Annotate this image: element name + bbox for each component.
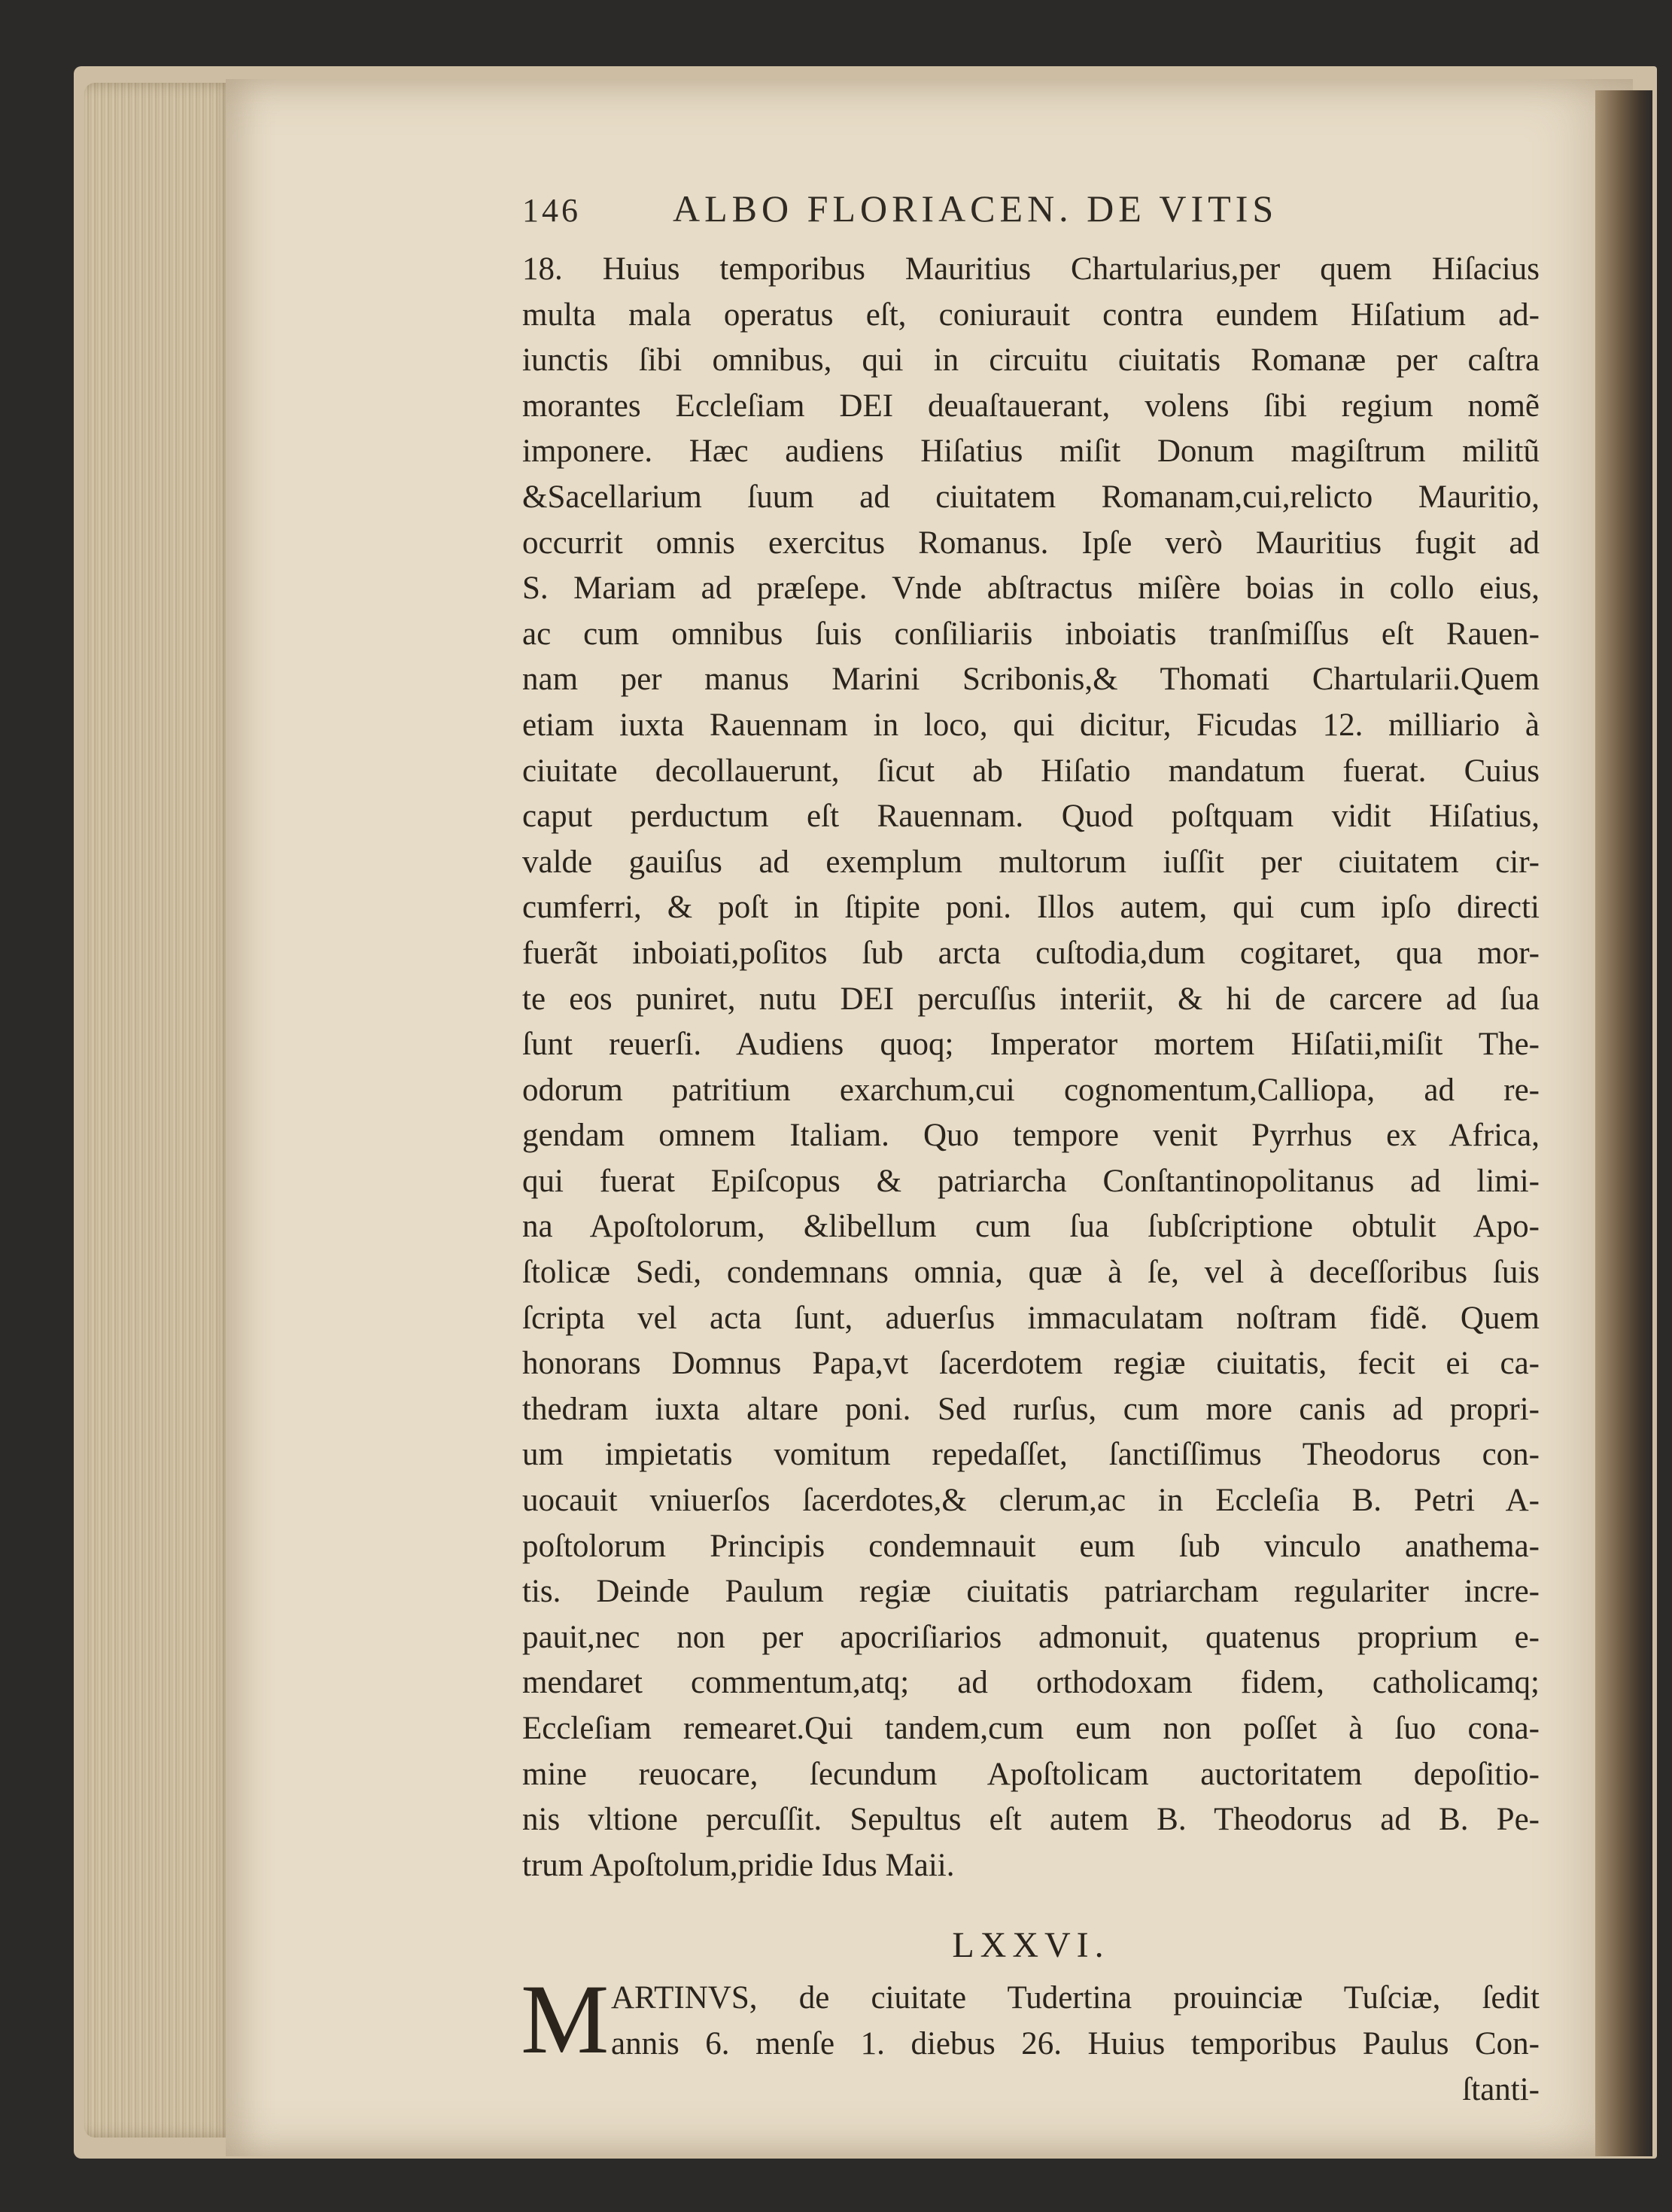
text-line: pauit,nec non per apocriſiarios admonuit, quatenus proprium e- (522, 1619, 1540, 1655)
body-text (522, 247, 1540, 1888)
text-line: poſtolorum Principis condemnauit eum ſub vinculo anathema- (522, 1528, 1540, 1564)
text-line: honorans Domnus Papa,vt ſacerdotem regiæ ciuitatis, fecit ei ca- (522, 1346, 1540, 1382)
text-block (522, 187, 1540, 2113)
text-line: odorum patritium exarchum,cui cognomentum,Calliopa, ad re- (522, 1072, 1540, 1108)
text-line: 18. Huius temporibus Mauritius Chartularius,per quem Hiſacius (522, 251, 1540, 287)
text-line: caput perductum eſt Rauennam. Quod poſtquam vidit Hiſatius, (522, 799, 1540, 835)
text-line: multa mala operatus eſt, coniurauit contra eundem Hiſatium ad- (522, 297, 1540, 333)
text-line: um impietatis vomitum repedaſſet, ſanctiſſimus Theodorus con- (522, 1437, 1540, 1473)
drop-cap: M (521, 1964, 610, 2075)
text-line: S. Mariam ad præſepe. Vnde abſtractus miſère boias in collo eius, (522, 570, 1540, 607)
chapter-opening (521, 1964, 1540, 2075)
text-line: cumferri, & poſt in ſtipite poni. Illos autem, qui cum ipſo directi (522, 890, 1540, 926)
text-line: iunctis ſibi omnibus, qui in circuitu ciuitatis Romanæ per caſtra (522, 342, 1540, 379)
text-line: etiam iuxta Rauennam in loco, qui dicitur, Ficudas 12. milliario à (522, 707, 1540, 743)
text-line: gendam omnem Italiam. Quo tempore venit Pyrrhus ex Africa, (522, 1118, 1540, 1154)
text-line: imponere. Hæc audiens Hiſatius miſit Donum magiſtrum militũ (522, 434, 1540, 470)
running-title: ALBO FLORIACEN. DE VITIS (673, 187, 1278, 230)
text-line: te eos puniret, nutu DEI percuſſus interiit, & hi de carcere ad ſua (522, 981, 1540, 1017)
text-line: qui fuerat Epiſcopus & patriarcha Conſtantinopolitanus ad limi- (522, 1163, 1540, 1199)
catchword: ſtanti- (1462, 2072, 1540, 2108)
text-line: ſunt reuerſi. Audiens quoq; Imperator mortem Hiſatii,miſit The- (522, 1027, 1540, 1063)
text-line: ciuitate decollauerunt, ſicut ab Hiſatio mandatum fuerat. Cuius (522, 753, 1540, 789)
page-edges (84, 83, 235, 2137)
text-line: Eccleſiam remearet.Qui tandem,cum eum non poſſet à ſuo cona- (522, 1711, 1540, 1746)
text-line: nis vltione percuſſit. Sepultus eſt autem B. Theodorus ad B. Pe- (522, 1802, 1540, 1838)
text-line: ſcripta vel acta ſunt, aduerſus immaculatam noſtram fidẽ. Quem (522, 1300, 1540, 1336)
text-line: nam per manus Marini Scribonis,& Thomati Chartularii.Quem (522, 662, 1540, 698)
running-head (522, 187, 1540, 247)
text-line: &Sacellarium ſuum ad ciuitatem Romanam,cui,relicto Mauritio, (522, 479, 1540, 515)
book-gutter (1595, 90, 1652, 2156)
text-line: mine reuocare, ſecundum Apoſtolicam auctoritatem depoſitio- (522, 1756, 1540, 1792)
chapter-line: ARTINVS, de ciuitate Tudertina prouinciæ Tuſciæ, ſedit (611, 1980, 1540, 2016)
text-line: ac cum omnibus ſuis conſiliariis inboiatis tranſmiſſus eſt Rauen- (522, 616, 1540, 652)
text-line: mendaret commentum,atq; ad orthodoxam fidem, catholicamq; (522, 1665, 1540, 1701)
text-line: uocauit vniuerſos ſacerdotes,& clerum,ac in Eccleſia B. Petri A- (522, 1483, 1540, 1519)
text-line: valde gauiſus ad exemplum multorum iuſſit per ciuitatem cir- (522, 844, 1540, 880)
text-line: tis. Deinde Paulum regiæ ciuitatis patriarcham regulariter incre- (522, 1574, 1540, 1610)
chapter-line: annis 6. menſe 1. diebus 26. Huius temporibus Paulus Con- (611, 2026, 1540, 2062)
text-line: thedram iuxta altare poni. Sed rurſus, cum more canis ad propri- (522, 1391, 1540, 1427)
text-line: occurrit omnis exercitus Romanus. Ipſe verò Mauritius fugit ad (522, 525, 1540, 561)
text-line: ſtolicæ Sedi, condemnans omnia, quæ à ſe, vel à deceſſoribus ſuis (522, 1255, 1540, 1291)
page-number: 146 (522, 192, 581, 229)
text-line: fuerãt inboiati,poſitos ſub arcta cuſtodia,dum cogitaret, qua mor- (522, 935, 1540, 971)
text-line: trum Apoſtolum,pridie Idus Maii. (522, 1847, 955, 1883)
text-line: morantes Eccleſiam DEI deuaſtauerant, volens ſibi regium nomẽ (522, 388, 1540, 424)
chapter-number: LXXVI. (952, 1925, 1110, 1966)
text-line: na Apoſtolorum, &libellum cum ſua ſubſcriptione obtulit Apo- (522, 1209, 1540, 1245)
